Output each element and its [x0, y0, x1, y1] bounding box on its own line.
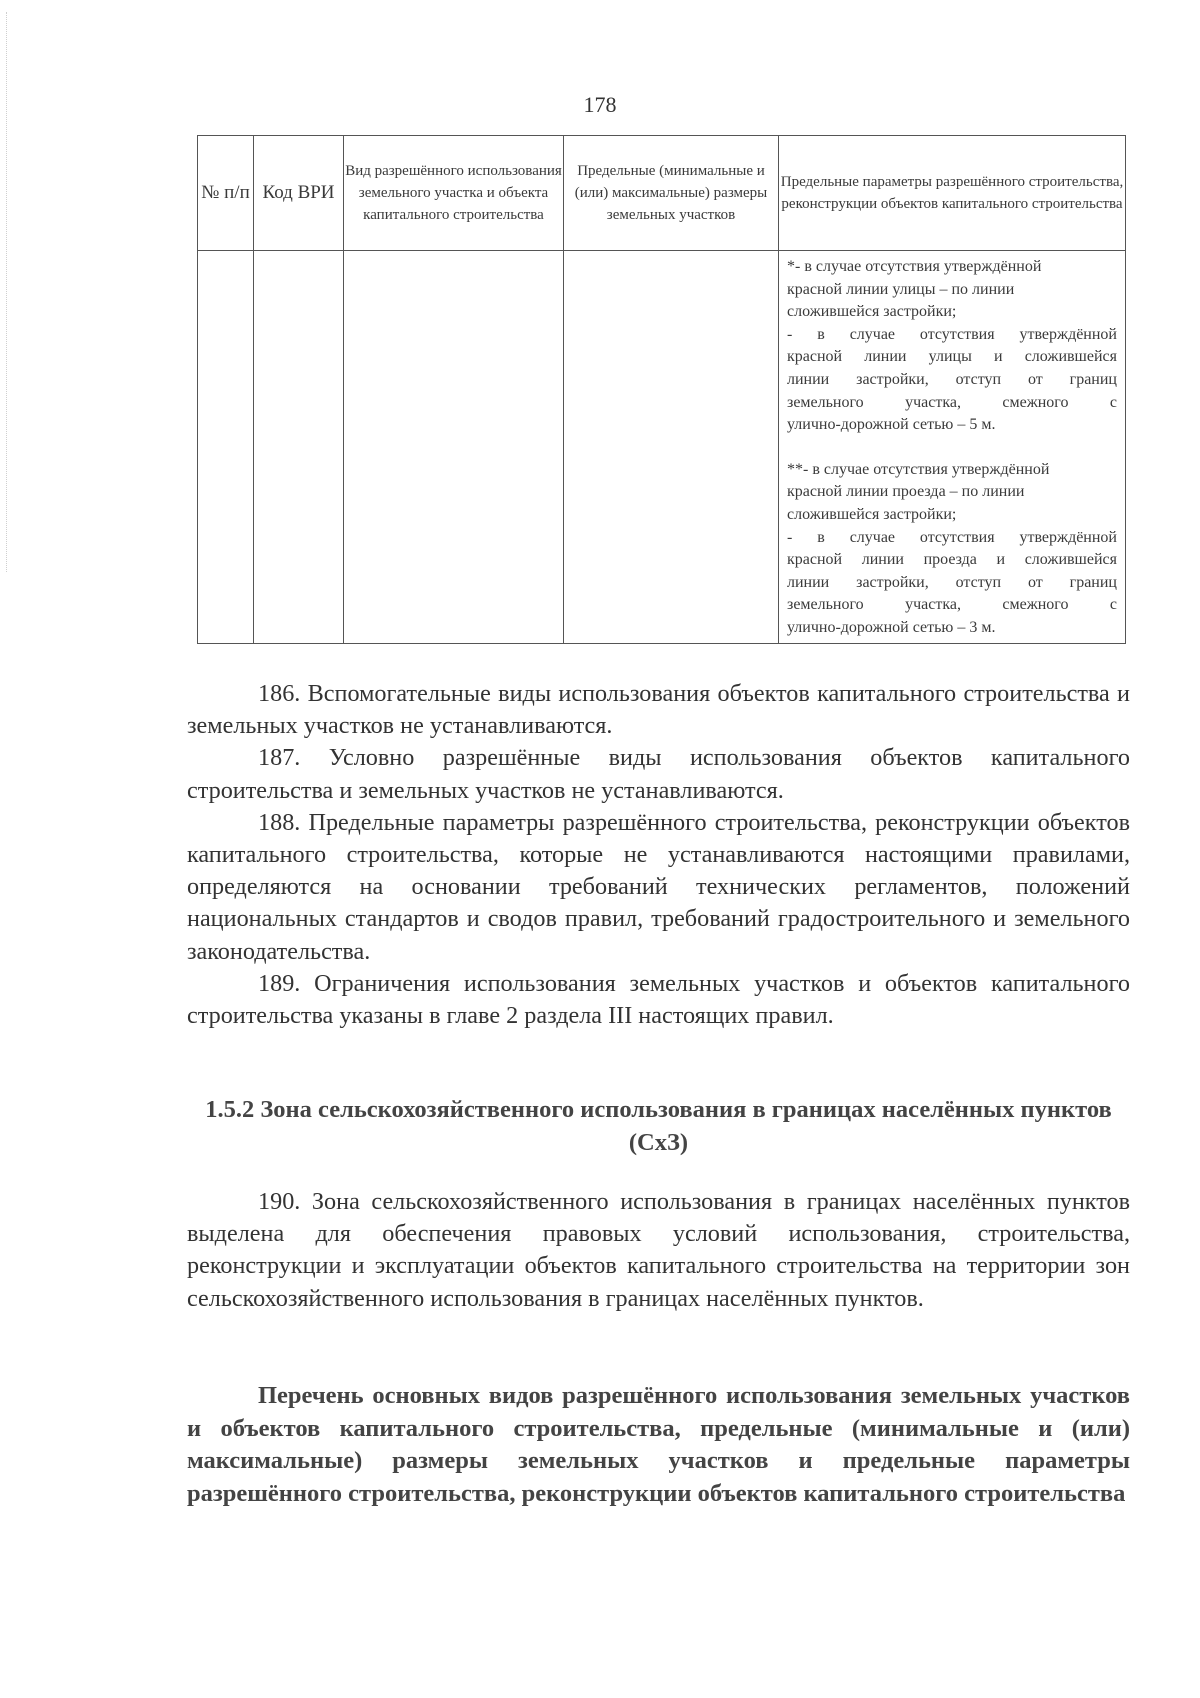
paragraph-187: 187. Условно разрешённые виды использования объектов капитального строительства и земельных участков не устанавливаются.: [187, 744, 1130, 804]
header-plot-sizes: Предельные (минимальные и (или) максимальные) размеры земельных участков: [564, 136, 779, 251]
params-line: линии застройки, отступ от границ: [787, 573, 1117, 591]
section-heading: 1.5.2 Зона сельскохозяйственного использования в границах населённых пунктов (СхЗ): [205, 1096, 1112, 1156]
params-line: красной линии проезда и сложившейся: [787, 551, 1117, 569]
params-line: улично-дорожной сетью – 5 м.: [787, 416, 996, 434]
list-heading: Перечень основных видов разрешённого использования земельных участков и объектов капитального строительства, предельные (минимальные и (или) максимальные) размеры земельных участков и предельные параметры разрешённого строительства, реконструкции объектов капитального строительства: [187, 1382, 1130, 1507]
cell-params: [779, 251, 1126, 644]
params-line: сложившейся застройки;: [787, 505, 957, 523]
params-line: красной линии улицы – по линии: [787, 280, 1015, 298]
intro-block: [187, 1186, 1130, 1315]
paragraph-188: 188. Предельные параметры разрешённого строительства, реконструкции объектов капитального строительства, которые не устанавливаются настоящими правилами, определяются на основании требований технических регламентов, положений национальных стандартов и сводов правил, требований градостроительного и земельного законодательства.: [187, 808, 1130, 965]
body-paragraphs: [187, 678, 1130, 1032]
header-code: Код ВРИ: [254, 136, 344, 251]
params-line: сложившейся застройки;: [787, 303, 957, 321]
table-header: [198, 136, 1126, 251]
params-line: *- в случае отсутствия утверждённой: [787, 258, 1042, 275]
params-line: улично-дорожной сетью – 3 м.: [787, 618, 996, 636]
header-num: № п/п: [198, 136, 254, 251]
cell-plot-sizes: [564, 251, 779, 644]
cell-num: [198, 251, 254, 644]
params-line: линии застройки, отступ от границ: [787, 370, 1117, 388]
paragraph-190: 190. Зона сельскохозяйственного использования в границах населённых пунктов выделена для обеспечения правовых условий использования, строительства, реконструкции и эксплуатации объектов капитального строительства на территории зон сельскохозяйственного использования в границах населённых пунктов.: [187, 1188, 1130, 1312]
cell-code: [254, 251, 344, 644]
paragraph-189: 189. Ограничения использования земельных участков и объектов капитального строительства указаны в главе 2 раздела III настоящих правил.: [187, 969, 1130, 1030]
table-row: [198, 251, 1126, 644]
params-line: земельного участка, смежного с: [787, 393, 1117, 411]
params-gap: [787, 437, 1117, 459]
params-line: красной линии проезда – по линии: [787, 483, 1025, 501]
header-use-type: Вид разрешённого использования земельного участка и объекта капитального строительства: [344, 136, 564, 251]
params-line: земельного участка, смежного с: [787, 596, 1117, 614]
parameters-table: [197, 135, 1126, 644]
params-line: **- в случае отсутствия утверждённой: [787, 460, 1050, 478]
params-line: красной линии улицы и сложившейся: [787, 348, 1117, 366]
header-params: Предельные параметры разрешённого строительства, реконструкции объектов капитального строительства: [779, 136, 1126, 251]
paragraph-186: 186. Вспомогательные виды использования объектов капитального строительства и земельных участков не устанавливаются.: [187, 680, 1130, 740]
params-line: - в случае отсутствия утверждённой: [787, 528, 1117, 546]
cell-use-type: [344, 251, 564, 644]
page-number: 178: [583, 92, 617, 117]
params-line: - в случае отсутствия утверждённой: [787, 325, 1117, 343]
